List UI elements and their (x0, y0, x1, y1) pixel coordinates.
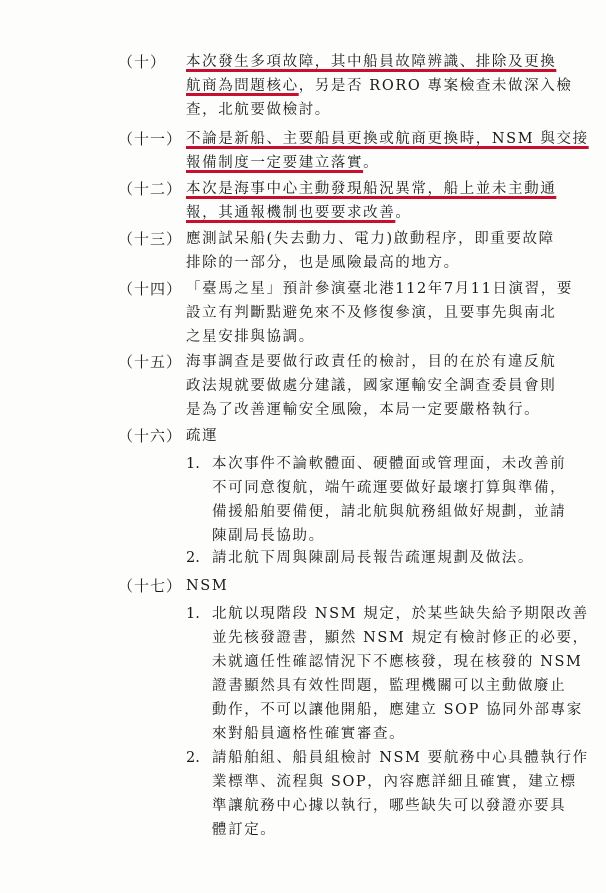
text: 。 (363, 155, 380, 171)
text-line: 來對船員適格性確實審查。 (212, 726, 406, 742)
underlined-text: 報，其通報機制也要要求改善 (186, 205, 396, 221)
item-number: （十四） (118, 280, 183, 298)
item-text (186, 424, 586, 448)
text-line: 疏運 (186, 428, 219, 444)
item-text (186, 350, 586, 422)
text-line: 備援船舶要備便，請北航與航務組做好規劃，並請 (212, 504, 567, 520)
underlined-text: 本次是海事中心主動發現船況異常，船上並未主動通 (186, 181, 557, 197)
item-text (186, 177, 586, 225)
text-line: 排除的一部分，也是風險最高的地方。 (186, 255, 460, 271)
text-line: 之星安排與協調。 (186, 329, 315, 345)
text-line: 海事調查是要做行政責任的檢討，目的在於有違反航 (186, 354, 557, 370)
text-line (186, 50, 586, 74)
subitem-text (212, 602, 592, 746)
subitem-text (212, 546, 592, 570)
text: 查，北航要做檢討。 (186, 102, 331, 118)
text-line: 應測試呆船(失去動力、電力)啟動程序，即重要故障 (186, 231, 555, 247)
text-line: 本次事件不論軟體面、硬體面或管理面，未改善前 (212, 456, 567, 472)
text-line: 動作，不可以讓他開船，應建立 SOP 協同外部專家 (212, 702, 583, 718)
text-line (186, 98, 586, 122)
text: ，另是否 RORO 專案檢查未做深入檢 (298, 78, 573, 94)
text-line: 請北航下周與陳副局長報告疏運規劃及做法。 (212, 550, 534, 566)
text-line: 請船舶組、船員組檢討 NSM 要航務中心具體執行作 (212, 750, 589, 766)
item-text (186, 277, 586, 349)
text-line: 準讓航務中心據以執行，哪些缺失可以發證亦要具 (212, 798, 567, 814)
text-line (186, 127, 589, 151)
item-text (186, 50, 586, 122)
item-number: （十二） (118, 180, 183, 198)
text: 。 (395, 205, 412, 221)
text-line: 「臺馬之星」預計參演臺北港112年7月11日演習，要 (186, 281, 573, 297)
underlined-text: 報備制度一定要建立落實 (186, 155, 364, 171)
item-number: （十五） (118, 353, 183, 371)
text-line (186, 151, 586, 175)
item-text (186, 227, 586, 275)
item-number: （十三） (118, 230, 183, 248)
text-line: 設立有判斷點避免來不及修復參演，且要事先與南北 (186, 305, 557, 321)
text-line: 並先核發證書，顯然 NSM 規定有檢討修正的必要， (212, 630, 589, 646)
item-number: （十七） (118, 577, 183, 595)
text-line: 未就適任性確認情況下不應核發，現在核發的 NSM (212, 654, 583, 670)
text-line (186, 201, 586, 225)
subitem-number: 2. (186, 550, 200, 566)
underlined-text: 不論是新船、主要船員更換或航商更換時，NSM 與交接 (186, 131, 589, 147)
subitem-number: 1. (186, 606, 200, 622)
text-line: 證書顯然具有效性問題，監理機關可以主動做廢止 (212, 678, 567, 694)
item-number: （十六） (118, 427, 183, 445)
text-line: 體訂定。 (212, 822, 277, 838)
text-line: NSM (186, 578, 229, 594)
text-line: 北航以現階段 NSM 規定，於某些缺失給予期限改善 (212, 606, 589, 622)
text-line (186, 74, 586, 98)
text-line: 業標準、流程與 SOP，內容應詳細且確實，建立標 (212, 774, 577, 790)
text-line: 是為了改善運輸安全風險，本局一定要嚴格執行。 (186, 402, 541, 418)
item-number: （十） (118, 53, 167, 71)
text-line: 陳副局長協助。 (212, 528, 325, 544)
subitem-number: 1. (186, 456, 200, 472)
item-number: （十一） (118, 130, 183, 148)
subitem-text (212, 452, 592, 548)
item-text (186, 574, 586, 598)
underlined-text: 本次發生多項故障，其中船員故障辨識、排除及更換 (186, 54, 557, 70)
text-line: 不可同意復航，端午疏運要做好最壞打算與準備， (212, 480, 567, 496)
underlined-text: 航商為問題核心 (186, 78, 299, 94)
text-line: 政法規就要做處分建議，國家運輸安全調查委員會則 (186, 378, 557, 394)
item-text (186, 127, 589, 175)
subitem-number: 2. (186, 750, 200, 766)
subitem-text (212, 746, 592, 842)
text-line (186, 177, 586, 201)
